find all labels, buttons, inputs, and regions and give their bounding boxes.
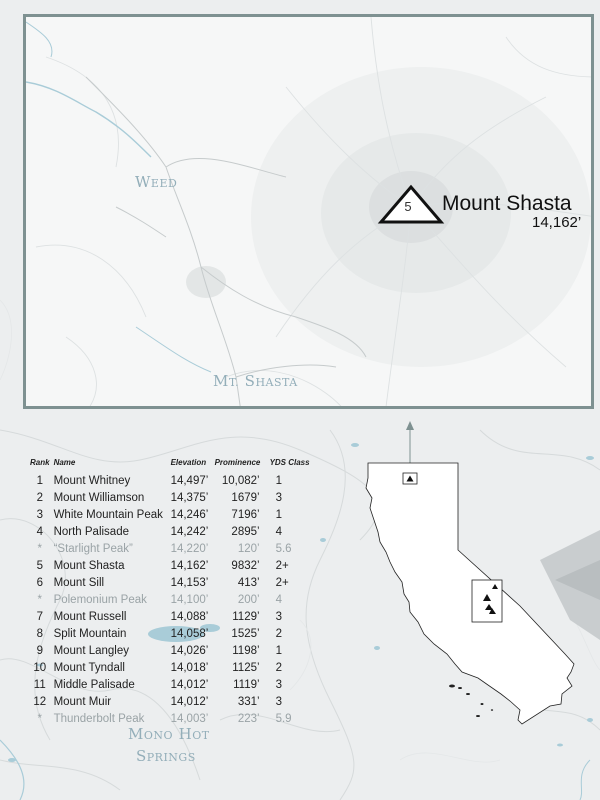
peak-name: Mount Langley <box>53 644 130 657</box>
table-row <box>28 659 312 676</box>
peak-prominence: 1129’ <box>232 610 260 623</box>
header-yds: YDS Class <box>269 458 310 467</box>
peak-name: Mount Shasta <box>53 559 125 572</box>
peak-rank: 11 <box>33 678 46 691</box>
peak-yds-class: 3 <box>275 678 282 691</box>
peak-elevation: 14,058’ <box>170 627 209 640</box>
peak-prominence: 1198’ <box>232 644 260 657</box>
peak-yds-class: 3 <box>275 695 282 708</box>
peaks-table <box>28 458 312 727</box>
peak-elevation: 14,012’ <box>170 695 209 708</box>
california-outline <box>366 463 574 724</box>
peak-rank: * <box>37 712 43 725</box>
peak-rank: * <box>37 542 43 555</box>
table-row <box>28 608 312 625</box>
peak-yds-class: 5.6 <box>275 542 292 555</box>
peak-yds-class: 4 <box>275 525 282 538</box>
peak-rank: 2 <box>36 491 43 504</box>
peak-name: North Palisade <box>53 525 129 538</box>
peak-elevation: 14,100’ <box>170 593 209 606</box>
peak-prominence: 1679’ <box>231 491 260 504</box>
header-elevation: Elevation <box>170 458 207 467</box>
peak-yds-class: 4 <box>275 593 282 606</box>
peaks-table-body <box>28 472 312 727</box>
peak-name: Mount Muir <box>53 695 112 708</box>
peak-yds-class: 2+ <box>275 559 289 572</box>
peak-prominence: 223’ <box>237 712 260 725</box>
peak-elevation: 14,220’ <box>170 542 209 555</box>
peak-elevation: 14,026’ <box>170 644 209 657</box>
peak-yds-class: 1 <box>275 508 282 521</box>
peak-name: Mount Tyndall <box>53 661 125 674</box>
town-label-mono-hot-springs: MONO HOT SPRINGS <box>128 725 210 765</box>
table-row <box>28 506 312 523</box>
table-row <box>28 625 312 642</box>
peak-yds-class: 3 <box>275 610 282 623</box>
peak-name: Mount Russell <box>53 610 127 623</box>
peak-name: Mount Whitney <box>53 474 131 487</box>
table-row <box>28 676 312 693</box>
peak-name: “Starlight Peak” <box>53 542 133 555</box>
peak-rank: * <box>37 593 43 606</box>
header-rank: Rank <box>30 458 50 467</box>
table-row <box>28 540 312 557</box>
peak-yds-class: 5.9 <box>275 712 292 725</box>
table-row <box>28 472 312 489</box>
peak-prominence: 9832’ <box>231 559 260 572</box>
peak-prominence: 1125’ <box>232 661 260 674</box>
peak-elevation: 14,088’ <box>170 610 209 623</box>
header-prominence: Prominence <box>214 458 261 467</box>
peak-rank: 12 <box>33 695 47 708</box>
table-row <box>28 557 312 574</box>
peak-rank: 10 <box>33 661 47 674</box>
peak-elevation: 14,246’ <box>170 508 209 521</box>
peak-name: Thunderbolt Peak <box>53 712 145 725</box>
peak-yds-class: 2+ <box>275 576 289 589</box>
peak-rank: 4 <box>36 525 43 538</box>
peak-name: Middle Palisade <box>53 678 135 691</box>
peak-prominence: 1119’ <box>233 678 260 691</box>
peak-yds-class: 3 <box>275 491 282 504</box>
california-locator-map <box>360 458 590 728</box>
peak-elevation: 14,153’ <box>170 576 209 589</box>
peak-rank: 3 <box>36 508 43 521</box>
peak-yds-class: 2 <box>275 661 282 674</box>
table-row <box>28 574 312 591</box>
peak-prominence: 2895’ <box>231 525 260 538</box>
peak-elevation: 14,162’ <box>170 559 209 572</box>
peak-yds-class: 2 <box>275 627 282 640</box>
table-row <box>28 693 312 710</box>
peak-elevation: 14,018’ <box>170 661 209 674</box>
channel-islands <box>449 685 493 718</box>
table-row <box>28 591 312 608</box>
peak-elevation: 14,497’ <box>170 474 209 487</box>
peak-prominence: 120’ <box>237 542 260 555</box>
table-header-row <box>28 458 312 472</box>
peak-rank: 6 <box>36 576 43 589</box>
peak-rank: 9 <box>36 644 43 657</box>
featured-peak-rank: 5 <box>404 199 412 214</box>
peak-yds-class: 1 <box>275 474 282 487</box>
town-label-weed: WEED <box>135 173 178 191</box>
peak-prominence: 331’ <box>237 695 260 708</box>
peak-rank: 8 <box>36 627 43 640</box>
peak-name: Mount Sill <box>53 576 105 589</box>
peak-prominence: 10,082’ <box>221 474 260 487</box>
table-row <box>28 489 312 506</box>
town-label-mt-shasta: MT. SHASTA <box>213 372 298 390</box>
header-name: Name <box>53 458 76 467</box>
peak-name: Split Mountain <box>53 627 127 640</box>
peak-name: Mount Williamson <box>53 491 145 504</box>
peak-elevation: 14,012’ <box>170 678 209 691</box>
featured-peak-elevation: 14,162’ <box>532 214 582 231</box>
peak-rank: 1 <box>36 474 43 487</box>
table-row <box>28 642 312 659</box>
peak-yds-class: 1 <box>275 644 282 657</box>
featured-peak-name: Mount Shasta <box>442 192 572 215</box>
peak-prominence: 413’ <box>237 576 260 589</box>
peak-prominence: 7196’ <box>231 508 260 521</box>
peak-elevation: 14,242’ <box>170 525 209 538</box>
peak-elevation: 14,375’ <box>170 491 209 504</box>
peak-elevation: 14,003’ <box>170 712 209 725</box>
peak-prominence: 200’ <box>237 593 260 606</box>
peak-name: White Mountain Peak <box>53 508 163 521</box>
peak-rank: 7 <box>36 610 43 623</box>
table-row <box>28 710 312 727</box>
peak-rank: 5 <box>36 559 43 572</box>
peak-name: Polemonium Peak <box>53 593 147 606</box>
table-row <box>28 523 312 540</box>
peak-prominence: 1525’ <box>231 627 260 640</box>
